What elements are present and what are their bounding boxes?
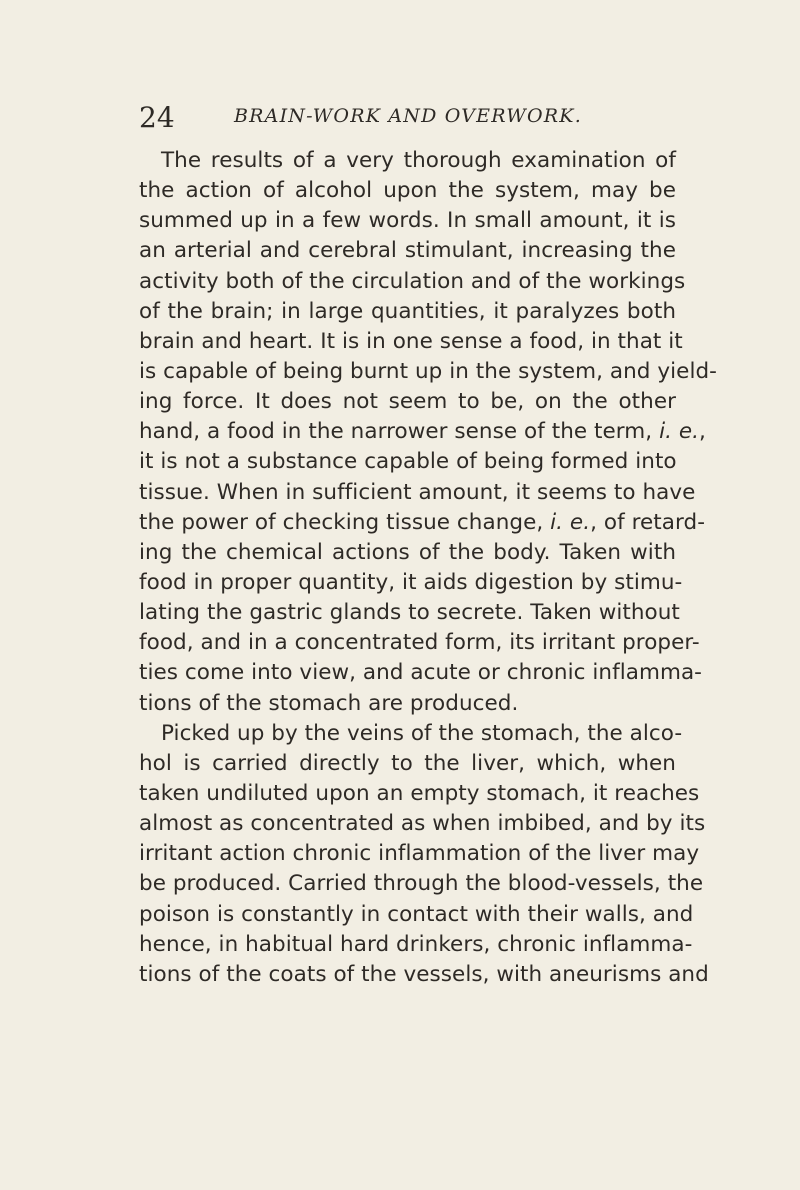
text-line: tissue. When in sufficient amount, it seems to have: [139, 479, 696, 505]
text-line: tions of the coats of the vessels, with aneurisms and: [139, 961, 709, 987]
text-line: is capable of being burnt up in the system, and yield-: [139, 358, 717, 384]
text-line: be produced. Carried through the blood-vessels, the: [139, 871, 704, 897]
latin-abbreviation: i. e.: [550, 509, 591, 535]
text-line: of the brain; in large quantities, it paralyzes both: [139, 298, 676, 324]
text-line: hand, a food in the narrower sense of the term, i. e.,: [139, 419, 706, 445]
text-line: it is not a substance capable of being formed into: [139, 449, 677, 475]
text-line: Picked up by the veins of the stomach, the alco-: [161, 720, 683, 746]
text-line: activity both of the circulation and of the workings: [139, 268, 686, 294]
text-line: summed up in a few words. In small amount, it is: [139, 208, 676, 234]
latin-abbreviation: i. e.: [659, 419, 700, 445]
text-line: an arterial and cerebral stimulant, increasing the: [139, 238, 676, 264]
running-title: BRAIN-WORK AND OVERWORK.: [234, 105, 582, 127]
text-line: ing the chemical actions of the body. Taken with: [139, 539, 676, 565]
running-head: [139, 100, 679, 136]
page-number: 24: [139, 101, 175, 134]
text-line: hol is carried directly to the liver, which, when: [139, 750, 676, 776]
text-line: The results of a very thorough examination of: [161, 148, 676, 173]
text-line: the action of alcohol upon the system, may be: [139, 178, 676, 204]
text-line: food, and in a concentrated form, its irritant proper-: [139, 630, 700, 656]
text-line: hence, in habitual hard drinkers, chronic inflamma-: [139, 931, 693, 957]
text-line: taken undiluted upon an empty stomach, it reaches: [139, 780, 700, 806]
text-line: brain and heart. It is in one sense a food, in that it: [139, 328, 683, 354]
body-text: [139, 146, 717, 990]
text-line: ties come into view, and acute or chronic inflamma-: [139, 660, 702, 686]
text-line: poison is constantly in contact with their walls, and: [139, 901, 694, 927]
text-line: irritant action chronic inflammation of the liver may: [139, 841, 700, 867]
text-line: almost as concentrated as when imbibed, and by its: [139, 811, 706, 837]
text-line: ing force. It does not seem to be, on the other: [139, 389, 676, 415]
text-line: the power of checking tissue change, i. e., of retard-: [139, 509, 706, 535]
text-line: food in proper quantity, it aids digestion by stimu-: [139, 569, 683, 595]
text-line: lating the gastric glands to secrete. Taken without: [139, 600, 680, 626]
text-line: tions of the stomach are produced.: [139, 690, 519, 716]
